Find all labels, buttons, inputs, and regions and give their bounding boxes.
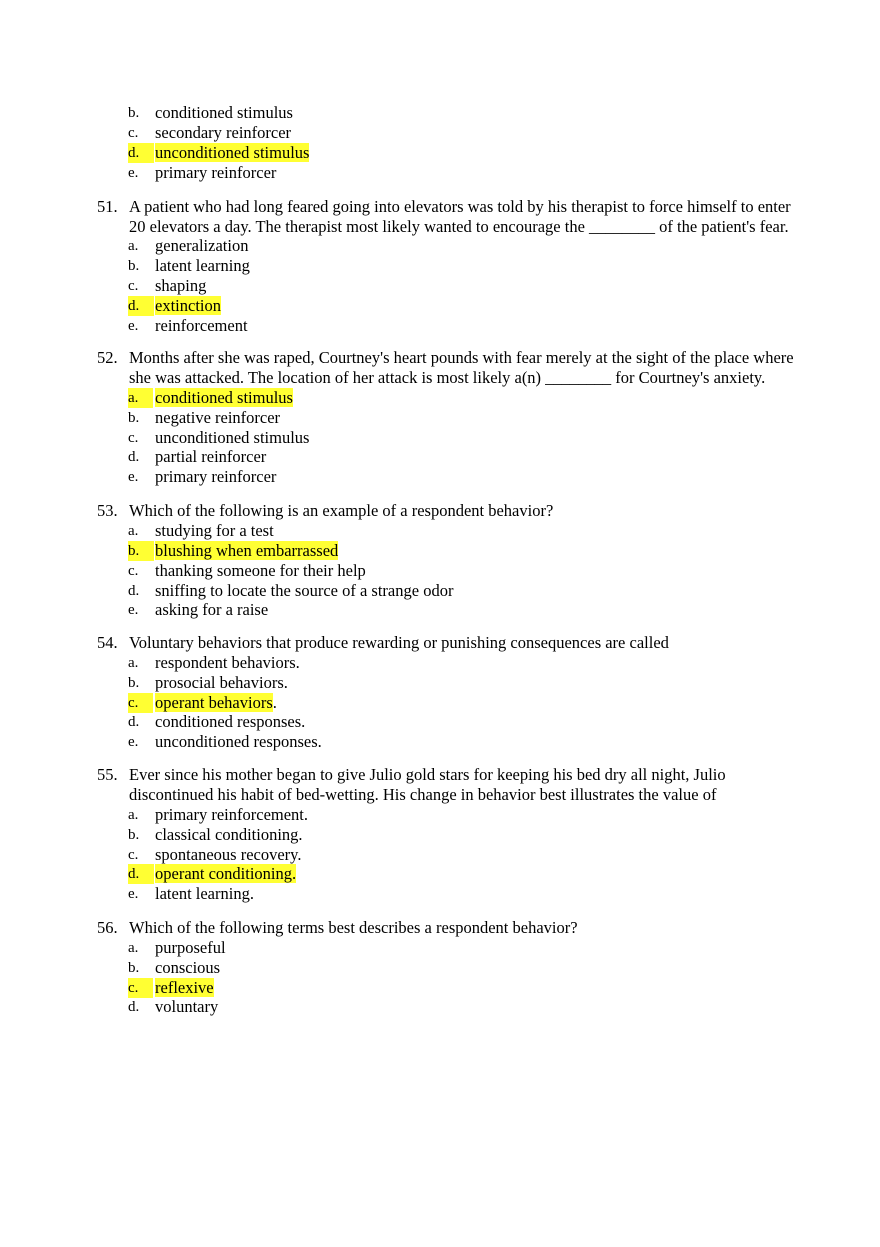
option-letter: b.: [128, 675, 140, 691]
option-text: reinforcement: [155, 316, 248, 335]
option-text: unconditioned stimulus: [155, 428, 310, 447]
question-stem-line: 20 elevators a day. The therapist most likely wanted to encourage the ________ of the patient's fear.: [129, 217, 789, 236]
option-letter: e.: [128, 165, 139, 181]
option-text: conscious: [155, 958, 221, 977]
option-letter: d.: [128, 714, 140, 730]
option-text: unconditioned responses.: [155, 732, 322, 751]
option-text: asking for a raise: [155, 600, 269, 619]
option-text: primary reinforcement.: [155, 805, 309, 824]
option-text: primary reinforcer: [155, 163, 277, 182]
option-text: respondent behaviors.: [155, 653, 300, 672]
option-text: latent learning.: [155, 884, 254, 903]
option-text: studying for a test: [155, 521, 274, 540]
option-letter: a.: [128, 388, 153, 408]
option-text: negative reinforcer: [155, 408, 281, 427]
question-stem-line: Months after she was raped, Courtney's heart pounds with fear merely at the sight of the place where: [129, 348, 794, 367]
option-text: thanking someone for their help: [155, 561, 366, 580]
option-text: conditioned responses.: [155, 712, 306, 731]
option-text-suffix: .: [272, 693, 277, 712]
option-text: conditioned stimulus: [155, 388, 293, 407]
option-letter: b.: [128, 960, 140, 976]
option-text: prosocial behaviors.: [155, 673, 288, 692]
option-letter: e.: [128, 318, 139, 334]
option-letter: a.: [128, 523, 139, 539]
question-number: 56.: [97, 918, 118, 937]
option-letter: d.: [128, 296, 154, 316]
option-letter: c.: [128, 278, 139, 294]
option-letter: b.: [128, 541, 154, 561]
option-letter: e.: [128, 886, 139, 902]
option-letter: d.: [128, 143, 154, 163]
option-letter: d.: [128, 583, 140, 599]
question-stem-line: Ever since his mother began to give Julio gold stars for keeping his bed dry all night, Julio: [129, 765, 726, 784]
question-number: 53.: [97, 501, 118, 520]
option-text: shaping: [155, 276, 207, 295]
question-number: 51.: [97, 197, 118, 216]
option-letter: b.: [128, 827, 140, 843]
option-text: reflexive: [155, 978, 214, 997]
option-letter: b.: [128, 105, 140, 121]
option-letter: e.: [128, 469, 139, 485]
option-text: blushing when embarrassed: [155, 541, 339, 560]
option-text: operant behaviors.: [155, 693, 277, 712]
option-text: primary reinforcer: [155, 467, 277, 486]
option-text: partial reinforcer: [155, 447, 267, 466]
option-letter: a.: [128, 655, 139, 671]
option-text: extinction: [155, 296, 221, 315]
question-stem-line: discontinued his habit of bed-wetting. His change in behavior best illustrates the value of: [129, 785, 717, 804]
option-text: conditioned stimulus: [155, 103, 293, 122]
option-letter: b.: [128, 258, 140, 274]
option-text: secondary reinforcer: [155, 123, 292, 142]
question-stem-line: Which of the following terms best describes a respondent behavior?: [129, 918, 578, 937]
option-letter: d.: [128, 864, 154, 884]
option-letter: c.: [128, 978, 153, 998]
option-letter: d.: [128, 999, 140, 1015]
option-text: voluntary: [155, 997, 219, 1016]
option-letter: a.: [128, 807, 139, 823]
option-text: spontaneous recovery.: [155, 845, 302, 864]
option-text: sniffing to locate the source of a strange odor: [155, 581, 454, 600]
option-letter: c.: [128, 693, 153, 713]
option-letter: a.: [128, 940, 139, 956]
option-text: unconditioned stimulus: [155, 143, 310, 162]
option-letter: c.: [128, 430, 139, 446]
option-text: operant conditioning.: [155, 864, 297, 883]
question-stem-line: A patient who had long feared going into elevators was told by his therapist to force himself to enter: [129, 197, 791, 216]
option-letter: d.: [128, 449, 140, 465]
question-number: 55.: [97, 765, 118, 784]
question-stem-line: Which of the following is an example of a respondent behavior?: [129, 501, 554, 520]
option-text: generalization: [155, 236, 249, 255]
option-letter: a.: [128, 238, 139, 254]
option-letter: b.: [128, 410, 140, 426]
option-letter: e.: [128, 602, 139, 618]
question-number: 54.: [97, 633, 118, 652]
option-letter: c.: [128, 847, 139, 863]
option-text: classical conditioning.: [155, 825, 303, 844]
option-letter: e.: [128, 734, 139, 750]
option-letter: c.: [128, 563, 139, 579]
question-stem-line: Voluntary behaviors that produce rewarding or punishing consequences are called: [129, 633, 669, 652]
question-number: 52.: [97, 348, 118, 367]
option-text: purposeful: [155, 938, 226, 957]
option-letter: c.: [128, 125, 139, 141]
question-stem-line: she was attacked. The location of her attack is most likely a(n) ________ for Courtney's anxiety.: [129, 368, 766, 387]
option-text: latent learning: [155, 256, 250, 275]
